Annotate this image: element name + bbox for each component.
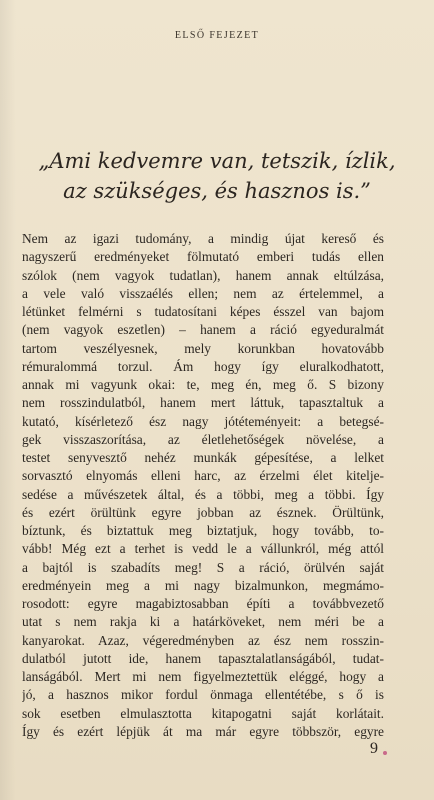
body-line: vább! Még ezt a terhet is vedd le a vállunkról, még attól — [22, 541, 384, 557]
body-line: lanságából. Mert mi nem figyelmeztettük eléggé, hogy a — [22, 669, 384, 684]
body-line: a vele való visszaélés ellen; nem az értelemmel, a — [22, 285, 384, 301]
body-line: dulatból jutott ide, hanem tapasztalatlanságából, tudat- — [22, 650, 384, 666]
epigraph-line-2: az szükséges, és hasznos is.” — [63, 179, 371, 203]
epigraph-quote — [0, 146, 434, 206]
body-line: sok esetben elmulasztotta kitapogatni saját korlátait. — [22, 705, 384, 721]
body-line: kutató, kísérletező ész nagy jótéteményeit: a betegsé- — [22, 413, 384, 429]
page-number: 9 — [370, 740, 378, 757]
body-line: sorvasztó elnyomás elleni harc, az érzelmi élet kitelje- — [22, 468, 384, 484]
body-line: Nem az igazi tudomány, a mindig újat kereső és — [22, 231, 384, 246]
body-line: a bajtól is szabadíts meg! S a ráció, örülvén saját — [22, 559, 384, 575]
body-line: tartom veszélyesnek, mely korunkban hovatovább — [22, 340, 384, 356]
page-mark — [383, 751, 387, 755]
epigraph-line-1: „Ami kedvemre van, tetszik, ízlik, — [38, 149, 396, 173]
body-line: és ezért örültünk egyre jobban az észnek. Örültünk, — [22, 504, 384, 520]
body-line: utat s nem rakja ki a határköveket, nem méri be a — [22, 614, 384, 630]
body-line: testet senyvesztő nehéz munkák gépesítése, a lelket — [22, 450, 384, 465]
body-line: kanyarokat. Azaz, végeredményben az ész nem rosszin- — [22, 632, 384, 648]
body-line: nem rosszindulatból, hanem mert láttuk, tapasztaltuk a — [22, 395, 384, 411]
body-line: eredményein meg a mi nagy bizalmunkon, megmámo- — [22, 577, 384, 593]
body-line: (nem vagyok eszetlen) – hanem a ráció egyeduralmát — [22, 322, 384, 338]
body-paragraph — [22, 230, 384, 741]
body-line: létünket felmérni s tudatosítani képes ésszel van bajom — [22, 304, 384, 319]
body-line: annak mi vagyunk okai: te, meg én, meg ő. S bizony — [22, 377, 384, 392]
body-line: nagyszerű eredményeket fölmutató emberi tudás ellen — [22, 249, 384, 265]
body-line: sedése a művészetek által, és a többi, meg a többi. Így — [22, 486, 384, 502]
body-line: rosodott: egyre magabiztosabban építi a továbbvezető — [22, 596, 384, 611]
body-line: szólok (nem vagyok tudatlan), hanem annak eltúlzása, — [22, 267, 384, 283]
chapter-label: ELSŐ FEJEZET — [174, 30, 260, 41]
body-line: gek visszaszorítása, az életlehetőségek növelése, a — [22, 431, 384, 447]
body-line: bíztunk, és biztattuk meg biztatjuk, hogy tovább, to- — [22, 523, 384, 538]
body-line: rémuralommá torzul. Ám hogy így eluralkodhatott, — [22, 358, 384, 374]
body-line: jó, a hasznos mikor fordul önmaga ellentétébe, s ő is — [22, 687, 384, 703]
body-line: Így és ezért lépjük át ma már egyre többször, egyre — [22, 723, 384, 739]
